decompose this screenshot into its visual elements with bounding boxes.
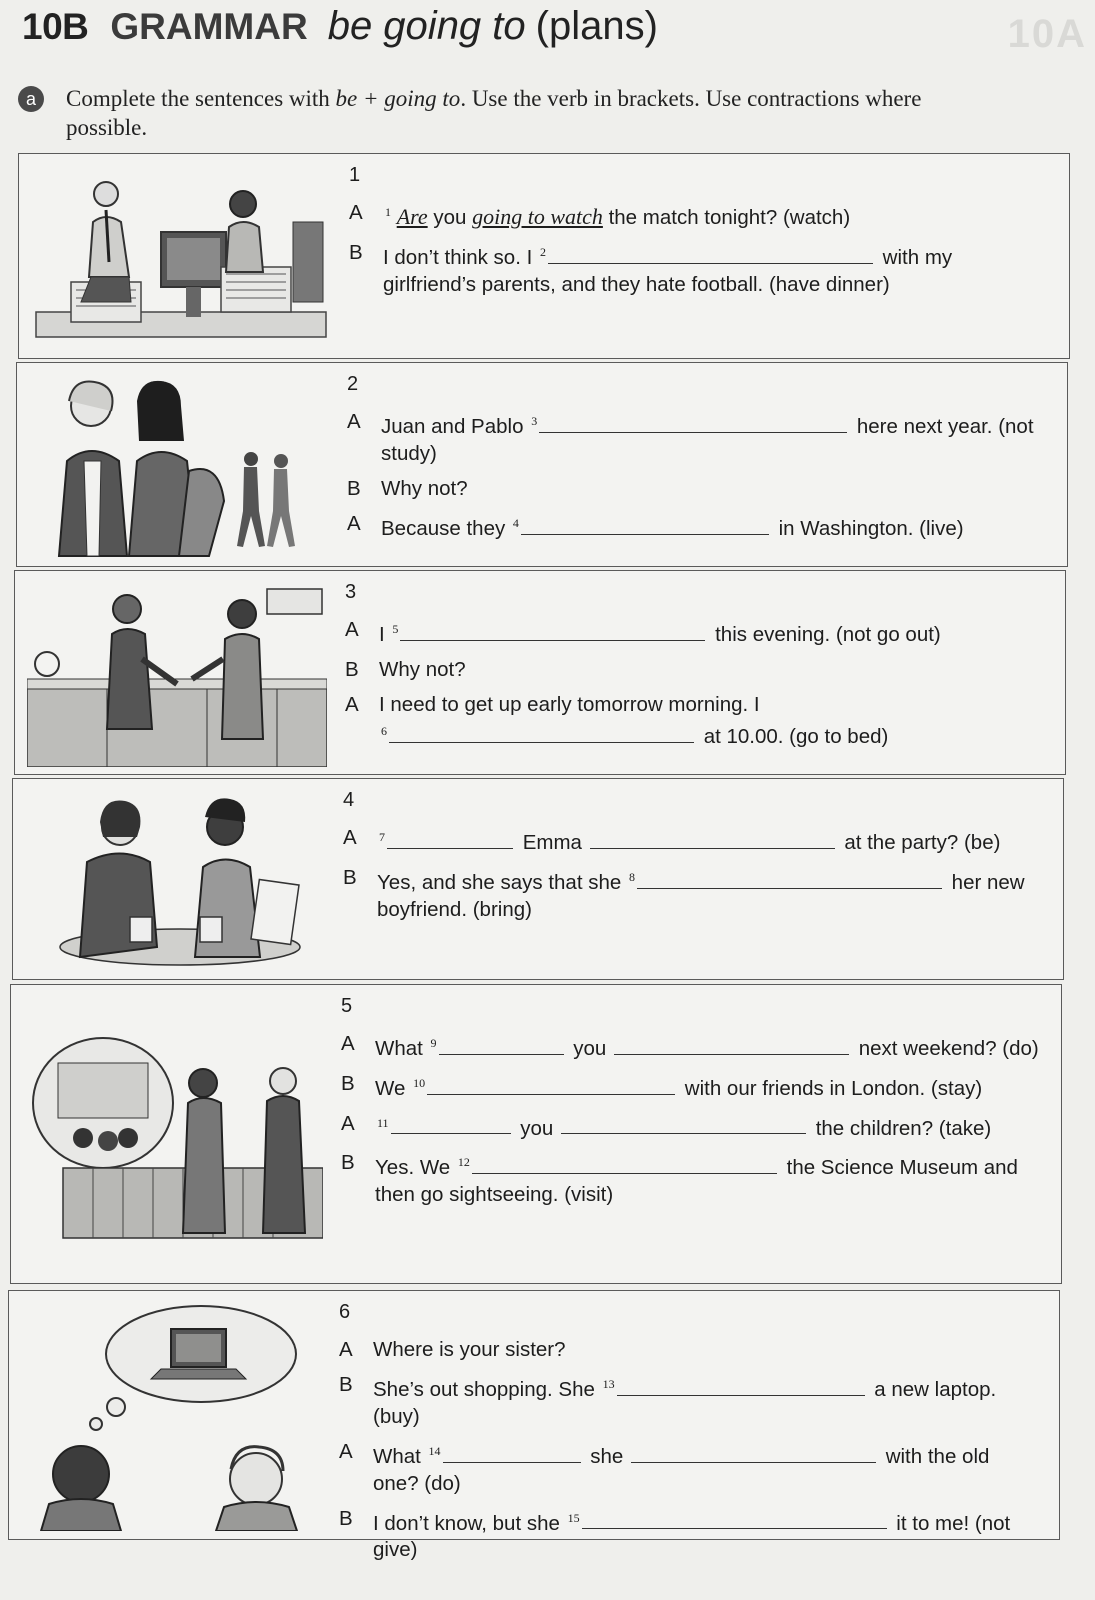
dialogue-line: A $^{11}$ you the children? (take) xyxy=(341,1111,992,1140)
background-heading: 10A xyxy=(1007,12,1087,56)
answer-blank[interactable] xyxy=(631,1444,876,1463)
dialogue-line: B I don’t know, but she $^{15}$ it to me! (not give) xyxy=(339,1506,1011,1562)
speaker-label: A xyxy=(347,410,361,433)
exercise-5 xyxy=(10,984,1062,1284)
dialogue-line: B Why not? xyxy=(347,476,468,500)
dialogue-line: B We $^{10}$ with our friends in London. (stay) xyxy=(341,1071,983,1100)
topic-title: be going to xyxy=(327,4,526,48)
speaker-label: B xyxy=(339,1373,353,1396)
answer-blank[interactable] xyxy=(472,1155,777,1174)
dialogue-line: A Because they $^4$ in Washington. (live) xyxy=(347,511,964,540)
exercise-number: 3 xyxy=(345,581,357,603)
instruction xyxy=(18,84,978,142)
exercise-letter-badge: a xyxy=(18,86,44,112)
dialogue-line: A $^7$ Emma at the party? (be) xyxy=(343,826,1001,854)
page-title xyxy=(22,4,658,64)
exercise-3 xyxy=(14,570,1066,775)
dialogue-line: A What $^9$ you next weekend? (do) xyxy=(341,1032,1039,1060)
exercise-content xyxy=(339,1301,1039,1571)
answer-blank[interactable] xyxy=(443,1444,581,1463)
dialogue-line: A I need to get up early tomorrow morning. I $^6$ at 10.00. (go to bed) xyxy=(345,692,889,748)
kitchen-illustration xyxy=(27,579,327,767)
dialogue-line: A I $^5$ this evening. (not go out) xyxy=(345,618,941,646)
exercise-content xyxy=(343,789,1043,931)
weekend-plans-illustration xyxy=(23,993,323,1273)
office-illustration xyxy=(31,162,331,350)
exercise-content xyxy=(345,581,1045,758)
dialogue-line: A Where is your sister? xyxy=(339,1338,566,1361)
topic-subtitle: (plans) xyxy=(535,4,658,48)
speaker-label: A xyxy=(339,1338,353,1361)
exercise-number: 6 xyxy=(339,1301,351,1323)
speaker-label: A xyxy=(349,201,363,224)
speaker-label: A xyxy=(341,1111,355,1135)
kitchen-picture xyxy=(27,579,327,767)
dialogue-line: B I don’t think so. I $^2$ with my girlfriend’s parents, and they hate football. (have dinner) xyxy=(349,240,953,296)
instruction-text: Complete the sentences with be + going to. Use the verb in brackets. Use contractions where possible. xyxy=(66,86,922,140)
answer-blank[interactable] xyxy=(637,870,942,889)
dialogue-line: B Yes, and she says that she $^8$ her new boyfriend. (bring) xyxy=(343,865,1025,921)
answer-blank[interactable] xyxy=(614,1036,849,1055)
laptop-picture xyxy=(21,1299,321,1531)
answer-blank[interactable] xyxy=(561,1115,806,1134)
answer-blank[interactable] xyxy=(521,516,769,535)
speaker-label: B xyxy=(343,865,357,889)
speaker-label: B xyxy=(345,657,359,681)
office-picture xyxy=(31,162,331,350)
speaker-label: A xyxy=(345,692,359,716)
example-answer: Are xyxy=(396,203,428,229)
speaker-label: A xyxy=(343,826,357,849)
laptop-illustration xyxy=(21,1299,321,1531)
exercise-1 xyxy=(18,153,1070,359)
answer-blank[interactable] xyxy=(590,830,835,849)
dialogue-line: B Why not? xyxy=(345,657,466,681)
dialogue-line: A Juan and Pablo $^3$ here next year. (not study) xyxy=(347,410,1034,465)
exercise-number: 1 xyxy=(349,164,361,186)
answer-blank[interactable] xyxy=(389,724,694,743)
answer-blank[interactable] xyxy=(439,1036,564,1055)
example-answer: going to watch xyxy=(472,203,603,229)
dialogue-line: B Yes. We $^{12}$ the Science Museum and then go sightseeing. (visit) xyxy=(341,1151,1018,1207)
answer-blank[interactable] xyxy=(387,830,513,849)
speaker-label: A xyxy=(345,618,359,641)
speaker-label: B xyxy=(341,1071,355,1095)
speaker-label: A xyxy=(347,511,361,535)
cafe-picture xyxy=(25,787,325,973)
students-picture xyxy=(29,371,329,559)
exercise-number: 4 xyxy=(343,789,355,811)
answer-blank[interactable] xyxy=(582,1510,887,1529)
weekend-plans-picture xyxy=(23,993,323,1273)
speaker-label: B xyxy=(349,240,363,264)
exercise-content xyxy=(347,373,1047,550)
unit-number: 10B xyxy=(22,6,89,47)
dialogue-line: A $^1$ Are you going to watch the match tonight? (watch) xyxy=(349,201,851,229)
answer-blank[interactable] xyxy=(539,414,847,433)
speaker-label: A xyxy=(341,1032,355,1055)
dialogue-line: B She’s out shopping. She $^{13}$ a new laptop. (buy) xyxy=(339,1373,997,1428)
exercise-content xyxy=(349,164,1049,306)
answer-blank[interactable] xyxy=(548,245,873,264)
answer-blank[interactable] xyxy=(617,1377,865,1396)
students-illustration xyxy=(29,371,329,559)
speaker-label: B xyxy=(341,1151,355,1175)
exercise-number: 5 xyxy=(341,995,353,1017)
answer-blank[interactable] xyxy=(391,1115,511,1134)
exercise-content xyxy=(341,995,1041,1216)
answer-blank[interactable] xyxy=(400,622,705,641)
speaker-label: B xyxy=(347,476,361,500)
exercise-4 xyxy=(12,778,1064,980)
answer-blank[interactable] xyxy=(427,1076,675,1095)
dialogue-line: A What $^{14}$ she with the old one? (do) xyxy=(339,1439,990,1495)
exercise-6 xyxy=(8,1290,1060,1562)
cafe-illustration xyxy=(25,787,325,973)
speaker-label: A xyxy=(339,1439,353,1463)
section-label: GRAMMAR xyxy=(110,6,308,47)
speaker-label: B xyxy=(339,1506,353,1530)
exercise-2 xyxy=(16,362,1068,567)
exercise-number: 2 xyxy=(347,373,359,395)
